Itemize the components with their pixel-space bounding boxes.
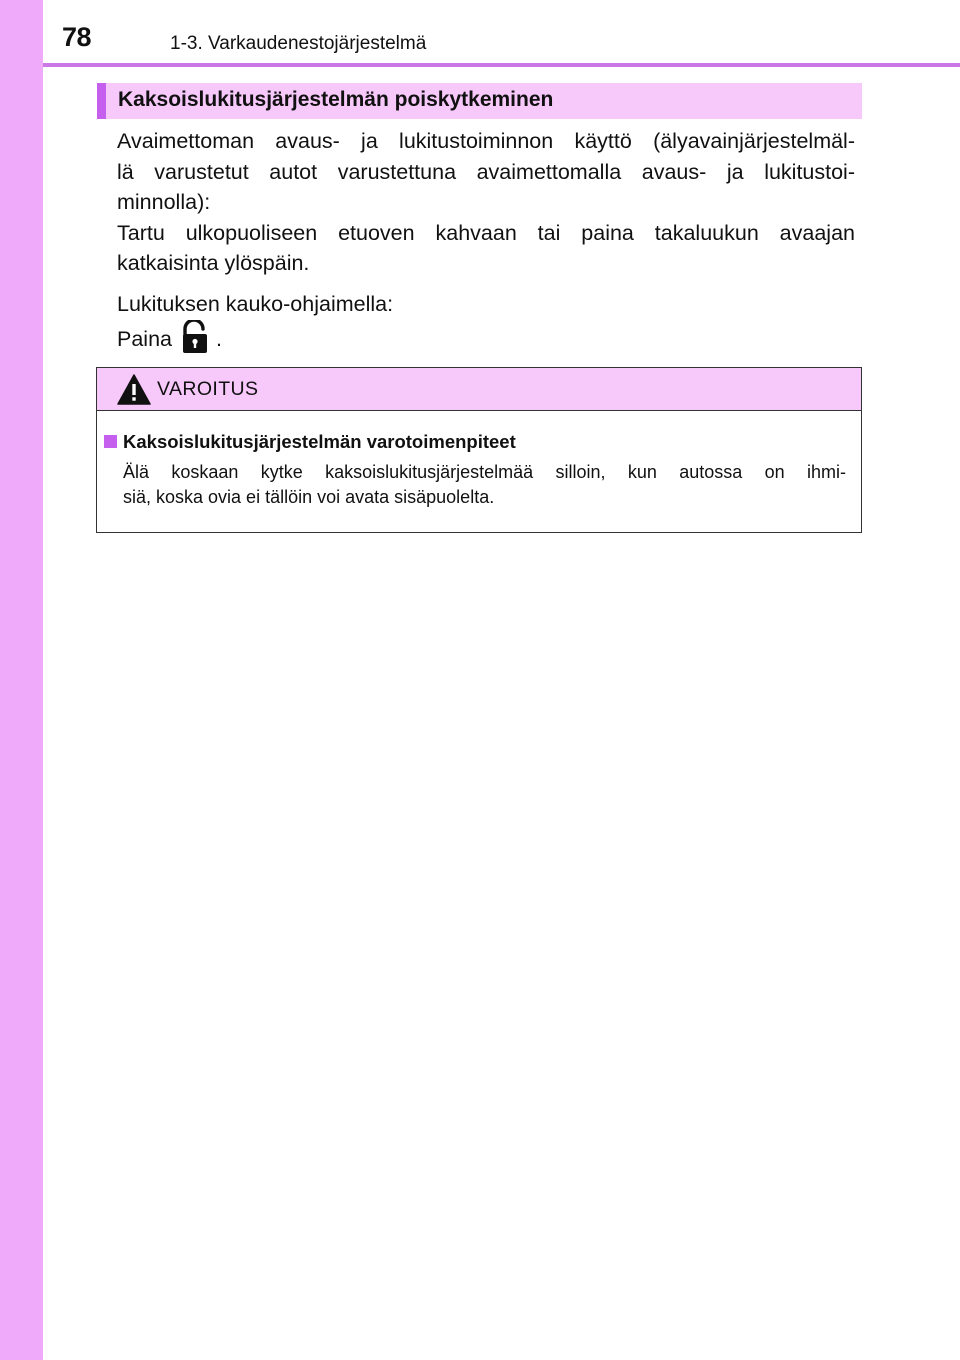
press-word: Paina	[117, 326, 172, 351]
warning-box	[96, 367, 862, 533]
page-number: 78	[62, 22, 92, 52]
warning-line: Älä koskaan kytke kaksoislukitusjärjestelmää silloin, kun autossa on ihmi-	[123, 462, 846, 482]
unlock-icon	[180, 320, 210, 363]
remote-label: Lukituksen kauko-ohjaimella:	[117, 292, 394, 316]
warning-line: siä, koska ovia ei tällöin voi avata sisäpuolelta.	[123, 487, 495, 507]
body-line: katkaisinta ylöspäin.	[117, 251, 310, 275]
body-line: Tartu ulkopuoliseen etuoven kahvaan tai paina takaluukun avaajan	[117, 220, 855, 245]
body-line: minnolla):	[117, 190, 211, 214]
warning-item-text	[123, 460, 846, 510]
warning-header	[97, 368, 861, 411]
square-bullet-icon	[104, 435, 117, 448]
warning-triangle-icon	[117, 374, 151, 410]
header-divider	[43, 63, 960, 67]
warning-item-title	[104, 431, 516, 453]
warning-label: VAROITUS	[157, 378, 259, 400]
press-instruction	[117, 320, 855, 363]
body-line: Avaimettoman avaus- ja lukitustoiminnon käyttö (älyavainjärjestelmäl-	[117, 129, 855, 153]
smart-key-paragraph	[117, 126, 855, 279]
warning-item-title-text: Kaksoislukitusjärjestelmän varotoimenpiteet	[123, 431, 516, 452]
chapter-title: 1-3. Varkaudenestojärjestelmä	[170, 33, 427, 54]
section-heading: Kaksoislukitusjärjestelmän poiskytkeminen	[97, 83, 862, 119]
side-tab-strip	[0, 0, 43, 1360]
press-period: .	[216, 326, 222, 351]
body-line: lä varustetut autot varustettuna avaimettomalla avaus- ja lukitustoi-	[117, 159, 855, 184]
remote-paragraph	[117, 289, 855, 362]
